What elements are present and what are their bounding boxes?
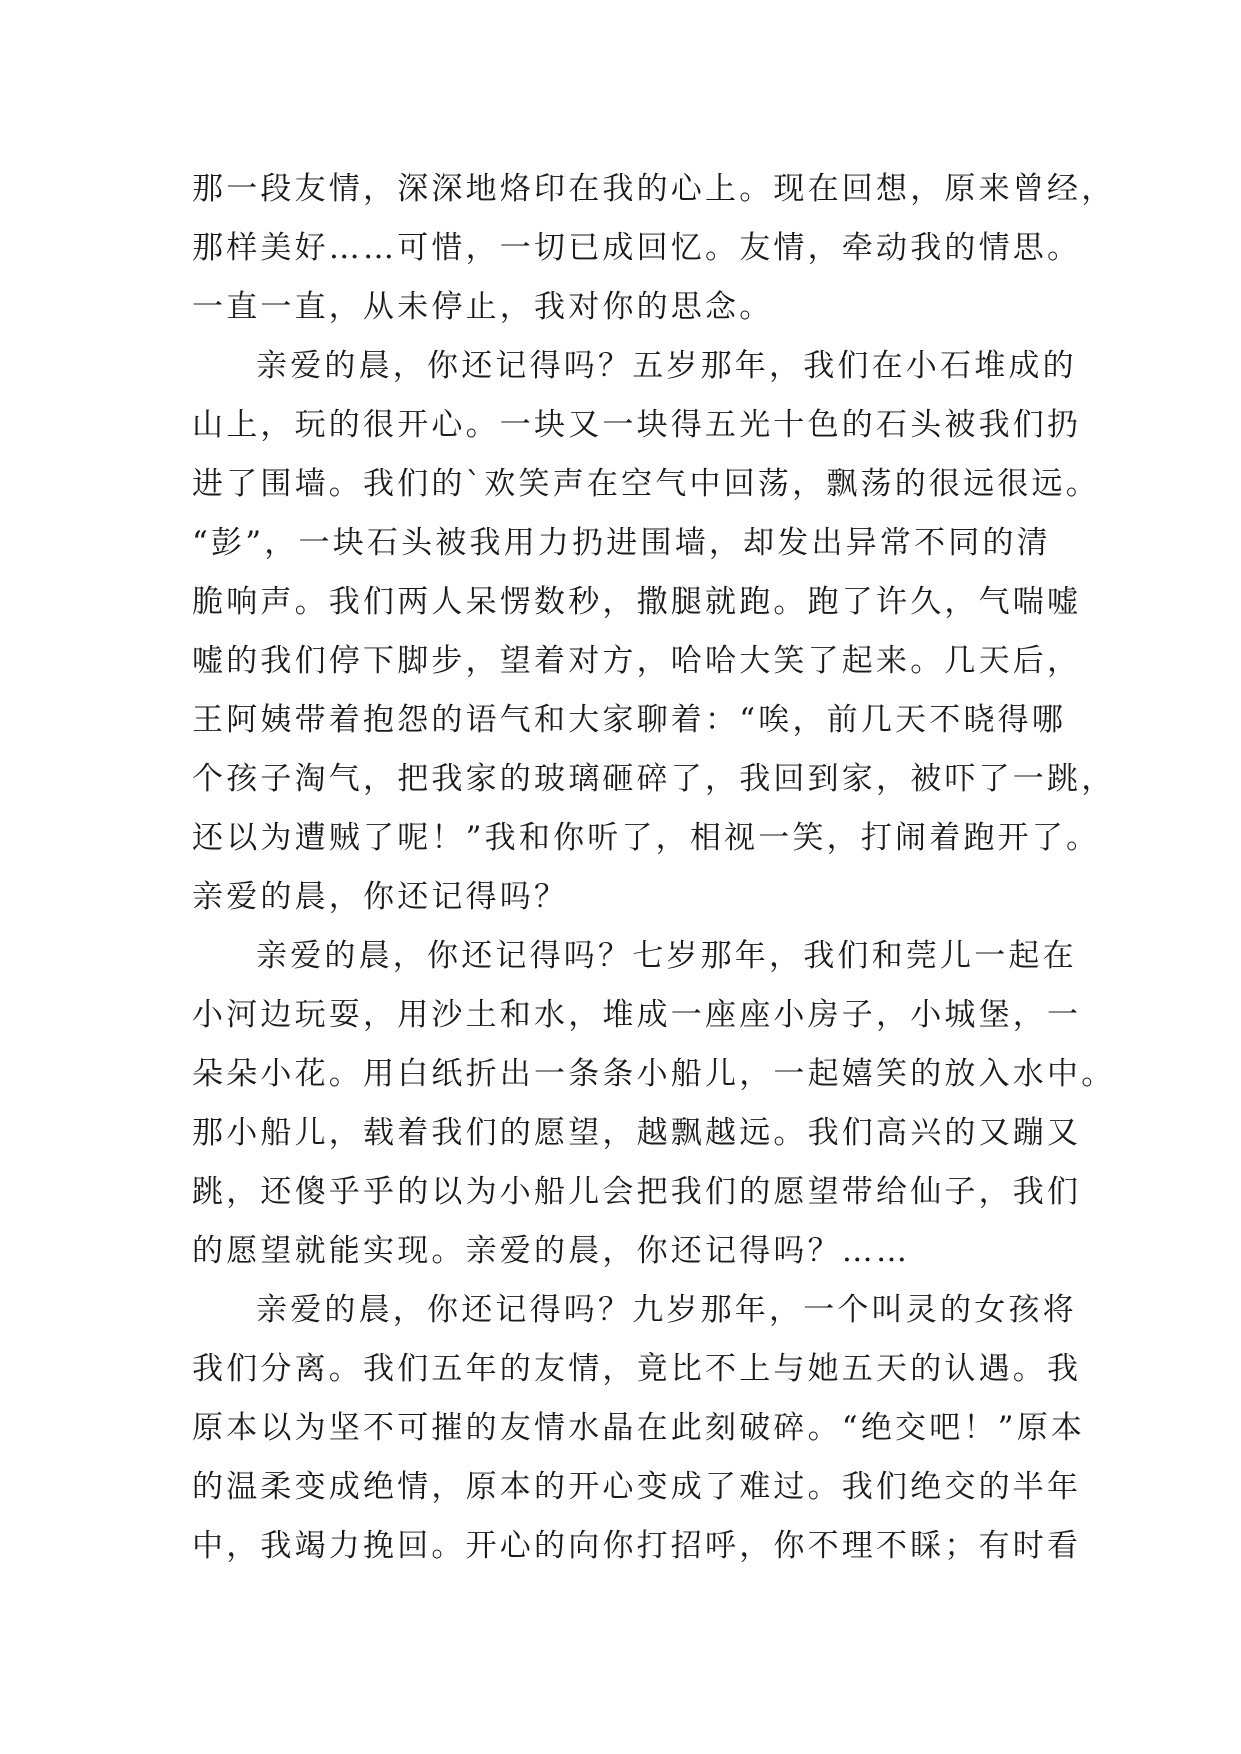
text-line: 原本以为坚不可摧的友情水晶在此刻破碎。“绝交吧！”原本 bbox=[192, 1410, 1086, 1446]
text-line: 那一段友情，深深地烙印在我的心上。现在回想，原来曾经， bbox=[192, 171, 1116, 207]
text-line: 中，我竭力挽回。开心的向你打招呼，你不理不睬；有时看 bbox=[192, 1528, 1082, 1564]
text-line: “彭”，一块石头被我用力扔进围墙，却发出异常不同的清 bbox=[192, 525, 1051, 561]
paragraph-start-line: 亲爱的晨，你还记得吗？七岁那年，我们和莞儿一起在 bbox=[256, 938, 1077, 974]
text-line: 山上，玩的很开心。一块又一块得五光十色的石头被我们扔 bbox=[192, 407, 1082, 443]
text-line: 跳，还傻乎乎的以为小船儿会把我们的愿望带给仙子，我们 bbox=[192, 1174, 1082, 1210]
text-line: 的温柔变成绝情，原本的开心变成了难过。我们绝交的半年 bbox=[192, 1469, 1082, 1505]
text-line: 的愿望就能实现。亲爱的晨，你还记得吗？…… bbox=[192, 1233, 911, 1269]
text-line: 进了围墙。我们的`欢笑声在空气中回荡，飘荡的很远很远。 bbox=[192, 466, 1100, 502]
text-line: 我们分离。我们五年的友情，竟比不上与她五天的认遇。我 bbox=[192, 1351, 1082, 1387]
text-line: 一直一直，从未停止，我对你的思念。 bbox=[192, 289, 774, 325]
text-line: 还以为遭贼了呢！”我和你听了，相视一笑，打闹着跑开了。 bbox=[192, 820, 1101, 856]
text-line: 亲爱的晨，你还记得吗？ bbox=[192, 879, 569, 915]
body-text bbox=[192, 160, 1116, 1576]
text-line: 那小船儿，载着我们的愿望，越飘越远。我们高兴的又蹦又 bbox=[192, 1115, 1082, 1151]
text-line: 那样美好……可惜，一切已成回忆。友情，牵动我的情思。 bbox=[192, 230, 1082, 266]
text-line: 朵朵小花。用白纸折出一条条小船儿，一起嬉笑的放入水中。 bbox=[192, 1056, 1116, 1092]
paragraph-start-line: 亲爱的晨，你还记得吗？九岁那年，一个叫灵的女孩将 bbox=[256, 1292, 1077, 1328]
text-line: 脆响声。我们两人呆愣数秒，撒腿就跑。跑了许久，气喘嘘 bbox=[192, 584, 1082, 620]
text-line: 小河边玩耍，用沙土和水，堆成一座座小房子，小城堡，一 bbox=[192, 997, 1082, 1033]
paragraph-start-line: 亲爱的晨，你还记得吗？五岁那年，我们在小石堆成的 bbox=[256, 348, 1077, 384]
text-line: 王阿姨带着抱怨的语气和大家聊着：“唉，前几天不晓得哪 bbox=[192, 702, 1067, 738]
text-line: 嘘的我们停下脚步，望着对方，哈哈大笑了起来。几天后， bbox=[192, 643, 1082, 679]
text-line: 个孩子淘气，把我家的玻璃砸碎了，我回到家，被吓了一跳， bbox=[192, 761, 1116, 797]
